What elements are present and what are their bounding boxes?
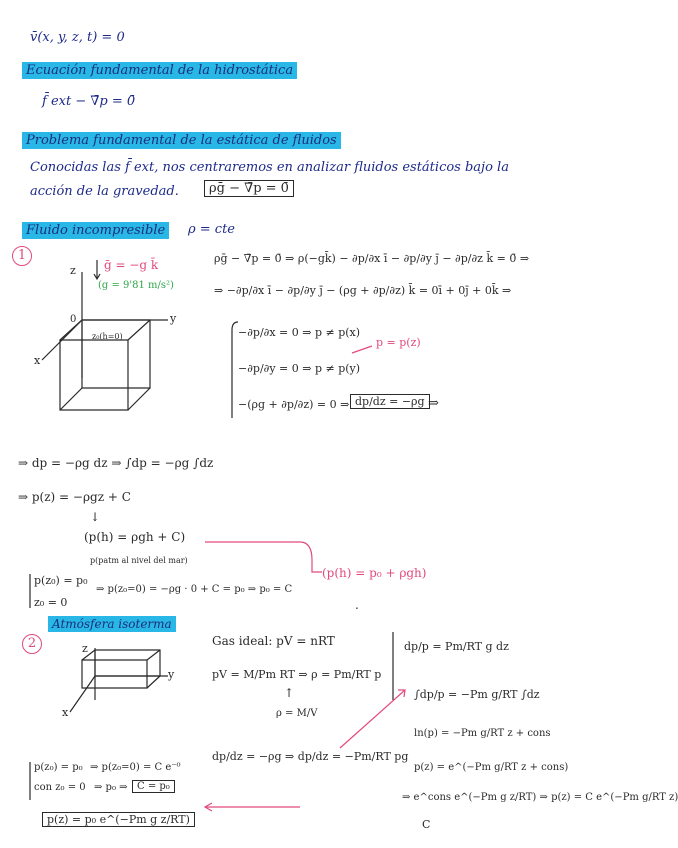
heading-fundamental-problem: Problema fundamental de la estática de fluidos [22, 132, 341, 149]
right-exp-2: ⇒ e^cons e^(−Pm g z/RT) ⇒ p(z) = C e^(−Pm g/RT z) [402, 792, 678, 803]
fundamental-equation: f̄ ext − ∇̄p = 0̄ [42, 94, 136, 109]
equation-b2: −∂p/∂y = 0 ⇒ p ≠ p(y) [238, 362, 361, 375]
boxed-static-equation: ρḡ − ∇̄p = 0̄ [204, 180, 294, 197]
axis-z-label-2: z [82, 642, 88, 655]
equation-b3-arrow: ⇒ [428, 396, 439, 411]
origin-label: 0 [70, 314, 77, 325]
axis-y-label: y [170, 312, 177, 325]
bc-line-1: p(z₀) = p₀ [34, 574, 88, 587]
velocity-field: v̄(x, y, z, t) = 0 [30, 30, 125, 45]
heading-isothermal: Atmósfera isoterma [48, 616, 176, 632]
equation-c2: ⇒ p(z) = −ρgz + C [18, 490, 131, 504]
right-integral: ∫dp/p = −Pm g/RT ∫dz [414, 688, 540, 701]
final-result: p(z) = p₀ e^(−Pm g z/RT) [42, 812, 195, 827]
intro-text-line-1: Conocidas las f̄ ext, nos centraremos en analizar fluidos estáticos bajo la [30, 160, 509, 175]
equation-c3: (p(h) = ρgh + C) [84, 530, 186, 544]
rho-definition: ρ = M/V [276, 708, 318, 719]
equation-b3: −(ρg + ∂p/∂z) = 0 ⇒ [238, 398, 350, 411]
equation-b3-boxed: dp/dz = −ρg [350, 394, 430, 409]
intro-text-line-2: acción de la gravedad. [30, 184, 179, 199]
equation-c1: ⇒ dp = −ρg dz ⇒ ∫dp = −ρg ∫dz [18, 456, 214, 470]
right-exp-1: p(z) = e^(−Pm g/RT z + cons) [414, 762, 569, 773]
pink-arrow-2 [205, 542, 322, 572]
up-arrow: ↑ [284, 686, 295, 700]
right-dp-over-p: dp/p = Pm/RT g dz [404, 640, 509, 653]
axis-x-label-2: x [62, 706, 69, 719]
diagram-2 [70, 648, 168, 712]
bc-line-3: ⇒ p(z₀=0) = −ρg · 0 + C = p₀ ⇒ p₀ = C [96, 584, 293, 595]
p-of-z: p = p(z) [376, 336, 421, 349]
gas-ideal: Gas ideal: pV = nRT [212, 634, 335, 648]
circle-number-2: 2 [22, 634, 42, 654]
bc2-constant-boxed: C = p₀ [132, 780, 175, 793]
heading-incompressible: Fluido incompresible [22, 222, 169, 239]
pink-arrow-3 [340, 690, 405, 748]
gravity-vector: ḡ = −g k̄ [104, 258, 159, 272]
heading-fundamental-equation: Ecuación fundamental de la hidrostática [22, 62, 297, 79]
circle-number-1: 1 [12, 246, 32, 266]
right-constant-c: C [422, 818, 431, 831]
patm-note: p(patm al nivel del mar) [90, 556, 188, 565]
bc2-line-1: p(z₀) = p₀ [34, 762, 83, 773]
dp-dz-equation: dp/dz = −ρg ⇒ dp/dz = −Pm/RT pg [212, 750, 409, 763]
right-ln: ln(p) = −Pm g/RT z + cons [414, 728, 551, 739]
bc-line-2: z₀ = 0 [34, 596, 68, 609]
diagram-1 [42, 272, 168, 410]
gravity-value: (g = 9'81 m/s²) [98, 280, 174, 291]
pv-equation: pV = M/Pm RT ⇒ ρ = Pm/RT p [212, 668, 382, 681]
equation-b1: −∂p/∂x = 0 ⇒ p ≠ p(x) [238, 326, 361, 339]
equation-a1: ρḡ − ∇̄p = 0̄ ⇒ ρ(−gk̄) − ∂p/∂x ī − ∂p/∂y j̄ − ∂p/∂z k̄ = 0̄ ⇒ [214, 252, 530, 265]
down-arrow: ↓ [90, 510, 101, 524]
incompressible-condition: ρ = cte [188, 222, 235, 237]
depth-label: z₀(h=0) [92, 332, 123, 341]
pink-arrow-1 [352, 346, 372, 353]
equation-a2: ⇒ −∂p/∂x ī − ∂p/∂y j̄ − (ρg + ∂p/∂z) k̄ = 0ī + 0j̄ + 0k̄ ⇒ [214, 284, 512, 297]
bc2-line-2: con z₀ = 0 [34, 782, 86, 793]
bc2-line-2b: ⇒ p₀ ⇒ [94, 782, 128, 793]
axis-x-label: x [34, 354, 41, 367]
result-pink: (p(h) = p₀ + ρgh) [322, 566, 427, 580]
box-back-1 [82, 320, 150, 388]
stray-dot: . [355, 598, 359, 612]
axis-y-label-2: y [168, 668, 175, 681]
bc2-line-1b: ⇒ p(z₀=0) = C e⁻⁰ [90, 762, 181, 773]
axis-z-label: z [70, 264, 76, 277]
